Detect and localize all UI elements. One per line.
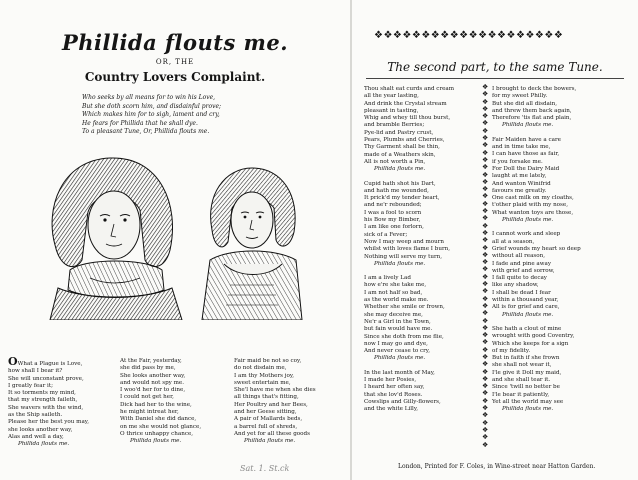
ornament-mark: ❖ (482, 214, 489, 223)
verse-line: Which she keeps for a sign (492, 340, 569, 347)
verse-line: Cupid hath shot his Dart, (364, 180, 436, 187)
ornament-mark: ❖ (482, 272, 489, 281)
ornament-mark: ❖ (482, 411, 489, 420)
ornament-mark: ❖ (482, 316, 489, 325)
verse-line: laught at me lately, (492, 173, 547, 180)
verse-line: all at a season, (492, 238, 535, 245)
verse-line: Grief wounds my heart so deep (492, 245, 581, 252)
verse-line: she shall not wear it, (492, 362, 552, 369)
verse-line: Pears, Plumbs and Cherries, (364, 137, 445, 144)
ornament-mark: ❖ (482, 207, 489, 216)
title-rule (366, 78, 624, 79)
verse-line: for my sweet Philly. (492, 93, 548, 100)
verse-line: and threw them back again, (492, 107, 572, 114)
printer-imprint: London, Printed for F. Coles, in Wine-street near Hatton Garden. (398, 463, 596, 470)
ornament-mark: ❖ (482, 177, 489, 186)
verse-line: I'le give it Doll my maid, (492, 369, 562, 376)
verse-line: but fain would have me. (364, 326, 433, 333)
man-portrait-woodcut (40, 150, 190, 320)
verse-line: wrought with good Coventry, (492, 333, 575, 340)
verse-line: t'other plaid with my nose, (492, 202, 568, 209)
verse-line: It prick'd my tender heart, (364, 195, 440, 202)
verse-line: Phillida flouts me. (502, 311, 554, 318)
verse-line: And drink the Crystal stream (364, 100, 447, 107)
ballad-title: Phillida flouts me. (61, 30, 289, 55)
verse-line: Whig and whey till thou burst, (364, 115, 451, 122)
ornamental-border: ❖❖❖❖❖❖❖❖❖❖❖❖❖❖❖❖❖❖❖❖ (374, 30, 564, 41)
verse-line: of my fidelity. (492, 347, 531, 354)
woman-portrait-woodcut (190, 160, 315, 320)
verse-line: she may deceive me, (364, 311, 423, 318)
verse-line: I was a fool to scorn (364, 209, 422, 216)
verse-line: All is not worth a Pin, (364, 158, 426, 165)
ornament-mark: ❖ (482, 433, 489, 442)
verse-column-3: Fair maid be not so coy, do not disdain me, I am thy Mothers joy, sweet entertain me, She'l have me when she dies all things that's fitting, Her Poultry and her Bees, and her Geese sitting, A pair of Mallards beds, a barrel full of shreds, And yet for all these goods Phillida flouts me. (234, 358, 316, 445)
ornament-mark: ❖ (482, 331, 489, 340)
verse-line: Nothing will serve my turn, (364, 253, 443, 260)
verse-line (492, 224, 581, 231)
ornament-mark: ❖ (482, 170, 489, 179)
ornament-mark: ❖ (482, 389, 489, 398)
verse-line: I am not half so bad, (364, 289, 423, 296)
ornament-mark: ❖ (482, 192, 489, 201)
ornament-mark: ❖ (482, 280, 489, 289)
ornament-mark: ❖ (482, 374, 489, 383)
ornament-mark: ❖ (482, 338, 489, 347)
verse-line: Phillida flouts me. (502, 406, 554, 413)
verse-column-right-2 (492, 86, 581, 413)
ornament-mark: ❖ (482, 352, 489, 361)
verse-line: I am a lively Lad (364, 275, 411, 282)
verse-line: Pye-lid and Pastry crust, (364, 129, 434, 136)
verse-column-1: OWhat a Plague is Love, how shall I bear it? She will unconstant prove, I greatly fear it; It so torments my mind, that my strength faileth, She wavers with the wind, as the Ship saileth. Please her the best you may, she looks another way, Alas and well a day, Phillida flouts me. (8, 355, 89, 448)
verse-line: Phillida flouts me. (502, 122, 554, 129)
ornament-mark: ❖ (482, 396, 489, 405)
ornament-mark: ❖ (482, 360, 489, 369)
verse-line: And never cease to cry, (364, 348, 430, 355)
verse-line: Fair Maiden have a care (492, 136, 561, 143)
refrain: Phillida flouts me. (244, 438, 296, 445)
verse-line: One cast milk on my cloaths, (492, 195, 574, 202)
verse-line: I can have those as fair, (492, 151, 560, 158)
verse-line: and hath me wounded, (364, 187, 429, 194)
ornamental-column-divider (482, 84, 488, 449)
ornament-mark: ❖ (482, 155, 489, 164)
ornament-mark: ❖ (482, 148, 489, 157)
verse-line: I cannot work and sleep (492, 231, 561, 238)
intro-verse: Who seeks by all means for to win his Love, But she doth scorn him, and disdainful prove; Which makes him for to sigh, lament and cry, He fears for Phillida that he shall dye. To a pleasant Tune, Or, Phillida flouts me. (82, 94, 222, 135)
verse-line: I made her Posies, (364, 376, 417, 383)
verse-line: favours me greatly. (492, 187, 547, 194)
verse-line: Whether she smile or frown, (364, 304, 445, 311)
right-page (352, 0, 638, 480)
verse-line (492, 130, 581, 137)
verse-line: OWhat a Plague is Love, (8, 355, 83, 368)
verse-line: Phillida flouts me. (374, 166, 426, 173)
verse-line: Since she doth from me flie, (364, 333, 444, 340)
verse-line: Ne'r a Girl in the Town, (364, 318, 431, 325)
ornament-mark: ❖ (482, 228, 489, 237)
verse-line: that she lov'd Roses. (364, 391, 423, 398)
verse-line: In the last month of May, (364, 369, 435, 376)
verse-line: and she shall tear it. (492, 376, 551, 383)
verse-line: and ne'r rebounded; (364, 202, 422, 209)
ornament-mark: ❖ (482, 258, 489, 267)
ornament-mark: ❖ (482, 90, 489, 99)
ornament-mark: ❖ (482, 104, 489, 113)
verse-line: And wanton Winifrid (492, 180, 551, 187)
handwritten-signature: Sat. 1. St.ck (240, 464, 290, 473)
ornament-mark: ❖ (482, 287, 489, 296)
ornament-mark: ❖ (482, 323, 489, 332)
verse-line: For Doll the Dairy Maid (492, 165, 560, 172)
verse-line: if you forsake me. (492, 158, 543, 165)
ornament-mark: ❖ (482, 309, 489, 318)
verse-line: I fall quite to decay (492, 275, 547, 282)
verse-line: as the world make me. (364, 297, 429, 304)
verse-line: sick of a Fever; (364, 231, 408, 238)
verse-line (364, 268, 454, 275)
ornament-mark: ❖ (482, 345, 489, 354)
verse-line: Thou shalt eat curds and cream (364, 86, 455, 92)
ornament-mark: ❖ (482, 301, 489, 310)
verse-line: What wanton toys are those, (492, 209, 574, 216)
ballad-or-line: OR, THE (155, 58, 195, 66)
ornament-mark: ❖ (482, 185, 489, 194)
verse-line: She hath a clout of mine (492, 325, 562, 332)
refrain: Phillida flouts me. (18, 441, 70, 448)
ornament-mark: ❖ (482, 250, 489, 259)
verse-line: I fade and pine away (492, 260, 552, 267)
verse-line: his Bow my Bimber, (364, 217, 421, 224)
ballad-subtitle: Country Lovers Complaint. (84, 70, 266, 84)
ornament-mark: ❖ (482, 119, 489, 128)
verse-line: Cowslips and Gilly-flowers, (364, 398, 441, 405)
ornament-mark: ❖ (482, 367, 489, 376)
ornament-mark: ❖ (482, 236, 489, 245)
ornament-mark: ❖ (482, 243, 489, 252)
ornament-mark: ❖ (482, 404, 489, 413)
verse-line: I heard her often say, (364, 384, 425, 391)
verse-line: how e're she take me, (364, 282, 427, 289)
verse-line: all the year lasting, (364, 93, 419, 100)
verse-line: Yet all the world may see (492, 398, 564, 405)
verse-line: now I may go and dye, (364, 340, 428, 347)
verse-line (364, 174, 454, 181)
ornament-mark: ❖ (482, 221, 489, 230)
verse-line: I brought to deck the bowers, (492, 86, 577, 92)
verse-line: I shall be dead I fear (492, 289, 551, 296)
verse-column-right-1 (364, 86, 454, 413)
verse-line: and bramble Berries; (364, 122, 425, 129)
verse-line: and the white Lilly, (364, 406, 419, 413)
verse-line: Thy Garment shall be thin, (364, 144, 440, 151)
ornament-mark: ❖ (482, 163, 489, 172)
verse-line: made of a Weathers skin, (364, 151, 436, 158)
ornament-mark: ❖ (482, 134, 489, 143)
verse-line: Phillida flouts me. (374, 260, 426, 267)
verse-line: pleasant in tasting, (364, 107, 419, 114)
second-part-title: The second part, to the same Tune. (387, 60, 603, 74)
verse-line: within a thousand year, (492, 297, 559, 304)
verse-line: Phillida flouts me. (374, 355, 426, 362)
verse-line: But she did all disdain, (492, 100, 558, 107)
ornament-mark: ❖ (482, 112, 489, 121)
verse-line: All is for grief and care, (492, 304, 560, 311)
ornament-mark: ❖ (482, 141, 489, 150)
ornament-mark: ❖ (482, 425, 489, 434)
ornament-mark: ❖ (482, 265, 489, 274)
verse-line: without all reason, (492, 253, 546, 260)
verse-line: Phillida flouts me. (502, 217, 554, 224)
verse-line: Now I may weep and mourn (364, 238, 445, 245)
ornament-mark: ❖ (482, 294, 489, 303)
verse-line: with grief and sorrow, (492, 267, 555, 274)
ornament-mark: ❖ (482, 126, 489, 135)
ornament-mark: ❖ (482, 199, 489, 208)
verse-line: I am like one forlorn, (364, 224, 424, 231)
ornament-mark: ❖ (482, 418, 489, 427)
verse-column-2: At the Fair, yesterday, she did pass by me, She looks another way, and would not spy me. I woo'd her for to dine, I could not get her, Dick had her to the wine, he might intreat her, With Daniel she did dance, on me she would not glance, O thrice unhappy chance, Phillida flouts me. (120, 358, 202, 445)
verse-line: whilst with loves flame I burn, (364, 246, 451, 253)
verse-line: Since 'twill no better be (492, 384, 560, 391)
verse-line: and in time take me, (492, 144, 551, 151)
verse-line (364, 363, 454, 370)
refrain: Phillida flouts me. (130, 438, 182, 445)
ornament-mark: ❖ (482, 83, 489, 91)
ornament-mark: ❖ (482, 440, 489, 449)
verse-line: But in faith if she frown (492, 355, 560, 362)
ornament-mark: ❖ (482, 97, 489, 106)
verse-line: I'le bear it patiently, (492, 391, 550, 398)
verse-line: Therefore 'tis flat and plain, (492, 115, 572, 122)
ornament-mark: ❖ (482, 382, 489, 391)
verse-line (492, 319, 581, 326)
verse-line: like any shadow, (492, 282, 539, 289)
